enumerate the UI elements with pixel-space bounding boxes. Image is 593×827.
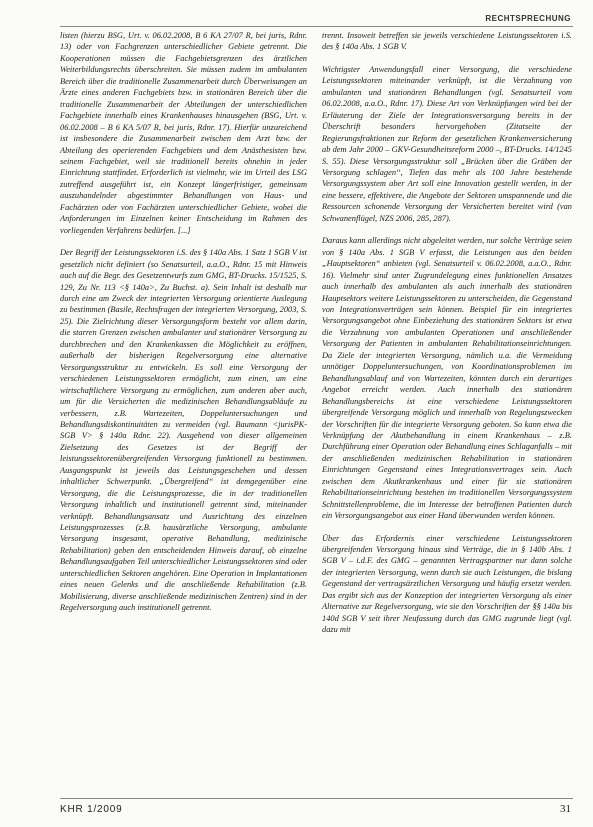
right-column xyxy=(322,30,572,647)
journal-issue: KHR 1/2009 xyxy=(60,804,123,815)
footer-divider xyxy=(60,798,573,799)
right-paragraph-3: Daraus kann allerdings nicht abgeleitet werden, nur solche Verträge seien von § 140a Abs. 1 SGB V erfasst, die Leistungen aus den beiden „Hauptsektoren“ anbieten (vgl. Senatsurteil v. 06.02.2008, a.a.O., Rdnr. 16). Vielmehr sind unter Zugrundelegung eines funktionellen Ansatzes auch innerhalb des ambulanten als auch innerhalb des stationären Hauptsektors weitere Leistungssektoren zu unterscheiden, die Gegenstand von Integrationsverträgen sein können. Beispiel für ein integriertes Versorgungsangebot ohne Einbeziehung des stationären Sektors ist etwa die Verzahnung von ambulanten Operationen und anschließender Versorgung der Patienten in ambulanten Rehabilitationseinrichtungen. Da Ziele der integrierten Versorgung, nämlich u.a. die Vermeidung unnötiger Doppeluntersuchungen, von Koordinationsproblemen im Behandlungsablauf und von Wartezeiten, könnten durch ein derartiges Angebot erreicht werden. Auch innerhalb des stationären Behandlungsbereichs ist eine verschiedene Leistungssektoren übergreifende Versorgung möglich und innerhalb von Regelungszwecken der Vorschriften für die integrierte Versorgung geboten. So kann etwa die Verknüpfung der Akutbehandlung in einem Krankenhaus – z.B. Durchführung einer Operation oder Behandlung eines Schlaganfalls – mit der anschließenden medizinischen Rehabilitation in stationären Einrichtungen Gegenstand eines Integrationsvertrages sein. Auch zwischen dem Akutkrankenhaus und einer für sie stationären Rehabilitationseinrichtung bestehen im traditionellen Versorgungssystem Schnittstellenprobleme, die im Interesse der betroffenen Patienten durch ein Versorgungsangebot aus einer Hand überwunden werden können. xyxy=(322,236,572,521)
left-paragraph-1: listen (hierzu BSG, Urt. v. 06.02.2008, B 6 KA 27/07 R, bei juris, Rdnr. 13) oder von Fachgrenzen unterschiedlicher Gebiete getrennt. Die Kooperationen müssen die Fachgebietsgrenzen des ärztlichen Weiterbildungsrechts überschreiten. Sie müssen zudem im ambulanten Bereich über die traditionelle Zusammenarbeit durch Überweisungen an Ärzte eines anderen Fachgebiets bzw. in stationären Bereich über die traditionelle Zusammenarbeit der Abteilungen der unterschiedlichen Fachgebiete innerhalb eines Krankenhauses hinausgehen (BSG, Urt. v. 06.02.2008 – B 6 KA 5/07 R, bei juris, Rdnr. 17). Hierfür unzureichend ist insbesondere die Zusammenarbeit zwischen dem Arzt bzw. der Abteilung des operierenden Fachgebiets und dem Anästhesisten bzw. seinem Fachgebiet, weil sie traditionell bereits ohnehin in jeder Einrichtung stattfindet. Erforderlich ist vielmehr, wie im Urteil des LSG zutreffend ausgeführt ist, ein Konzept längerfristiger, gemeinsam auszuhandelnder abgestimmter Behandlungen von Haus- und Fachärzten oder von Fachärzten unterschiedlicher Gebiete, wobei die Anforderungen im Einzelnen keiner Entscheidung im Rahmen des vorliegenden Verfahrens bedürfen. [...] xyxy=(60,31,307,235)
right-paragraph-4: Über das Erfordernis einer verschiedene Leistungssektoren übergreifenden Versorgung hinaus sind Verträge, die in § 140b Abs. 1 SGB V – i.d.F. des GMG – genannten Vertragspartner nur dann solche der integrierten Versorgung, wenn durch sie auch Leistungen, die bislang Gegenstand der vertragsärztlichen Versorgung und häufig ersetzt werden. Das ergibt sich aus der Konzeption der integrierten Versorgung als einer Alternative zur Regelversorgung, wie sie den Vorschriften der §§ 140a bis 140d SGB V seit ihrer Neufassung durch das GMG zugrunde liegt (vgl. dazu mit xyxy=(322,533,572,635)
right-paragraph-2: Wichtigster Anwendungsfall einer Versorgung, die verschiedene Leistungssektoren miteinander verknüpft, ist die Verzahnung von ambulanten und stationären Behandlungen (vgl. Senatsurteil vom 06.02.2008, a.a.O., Rdnr. 17). Diese Art von Verknüpfungen wird bei der Erläuterung der Ziele der Integrationsversorgung bereits in der Überschrift besonders hervorgehoben (Zitatseite der Regierungsfraktionen zur Reform der gesetzlichen Krankenversicherung ab dem Jahr 2000 – GKV-Gesundheitsreform 2000 –, BT-Drucks. 14/1245 S. 55). Diese Versorgungsstruktur soll „Brücken über die Gräben der Versorgung schlagen“, Tiefen das mehr als 100 Jahre bestehende Versorgungssystem aber Art soll eine Innovation gestellt werden, in der eine bessere, effektivere, die Angebote der Sektoren umspannende und die Ressourcen schonende Versorgung der Versicherten bereitet wird (van Schwanenflügel, NZS 2006, 285, 287). xyxy=(322,64,572,223)
right-paragraph-1: trennt. Insoweit betreffen sie jeweils verschiedene Leistungssektoren i.S. des § 140a Abs. 1 SGB V. xyxy=(322,31,572,52)
left-column xyxy=(60,30,307,625)
page-number: 31 xyxy=(560,803,571,815)
left-paragraph-2: Der Begriff der Leistungssektoren i.S. des § 140a Abs. 1 Satz 1 SGB V ist gesetzlich nicht definiert (so Senatsurteil, a.a.O., Rdnr. 15 mit Hinweis auch auf die Begr. des Gesetzentwurfs zum GMG, BT-Drucks. 15/1525, S. 129, Zu Nr. 113 <§ 140a>, Zu Buchst. a). Sein Inhalt ist deshalb nur durch eine am Zweck der integrierten Versorgung orientierte Auslegung zu bestimmen (Basile, Rechtsfragen der integrierten Versorgung, 2003, S. 25). Die Zielrichtung dieser Versorgungsform besteht vor allem darin, die starren Grenzen zwischen ambulanter und stationärer Versorgung zu durchbrechen und den Krankenkassen die Möglichkeit zu eröffnen, außerhalb der bisherigen Regelversorgung eine alternative Versorgungsstruktur zu entwickeln. Es soll eine Versorgung der verschiedenen Leistungssektoren ermöglicht, zum einen, um eine wirtschaftlichere Versorgung zu ermöglichen, zum anderen aber auch, um für die Versicherten die medizinischen Behandlungsabläufe zu verbessern, z.B. Wartezeiten, Doppeluntersuchungen und Behandlungsdiskontinuitäten zu vermeiden (vgl. Baumann <jurisPK-SGB V> § 140a Rdnr. 22). Ausgehend von dieser allgemeinen Zielsetzung des Gesetzes ist der Begriff der leistungssektorenübergreifenden Versorgung funktionell zu bestimmen. Ausgangspunkt ist jeweils das Leistungsgeschehen und dessen inhaltlicher Schwerpunkt. „Übergreifend“ ist demgegenüber eine Versorgung, die die Leistungsprozesse, die in der traditionellen Versorgung inhaltlich und institutionell getrennt sind, miteinander verknüpft. Behandlungsansatz und Ausrichtung des einzelnen Leistungsprozesses (z.B. hausärztliche Versorgung, ambulante Versorgung insgesamt, operative Behandlung, medizinische Rehabilitation) geben den entscheidenden Hinweis darauf, ob einzelne Behandlungsaufgaben Teil unterschiedlicher Leistungssektoren sind oder unterschiedlichen Sektoren angehören. Eine Operation in Implantationen eines neuen Gelenks und die anschließende Rehabilitation (z.B. Mobilisierung, diverse anschließende medizinischen Zentren) sind in der Regelversorgung auch institutionell getrennt. xyxy=(60,248,307,613)
header-divider xyxy=(60,26,573,27)
section-header: RECHTSPRECHUNG xyxy=(485,14,571,23)
